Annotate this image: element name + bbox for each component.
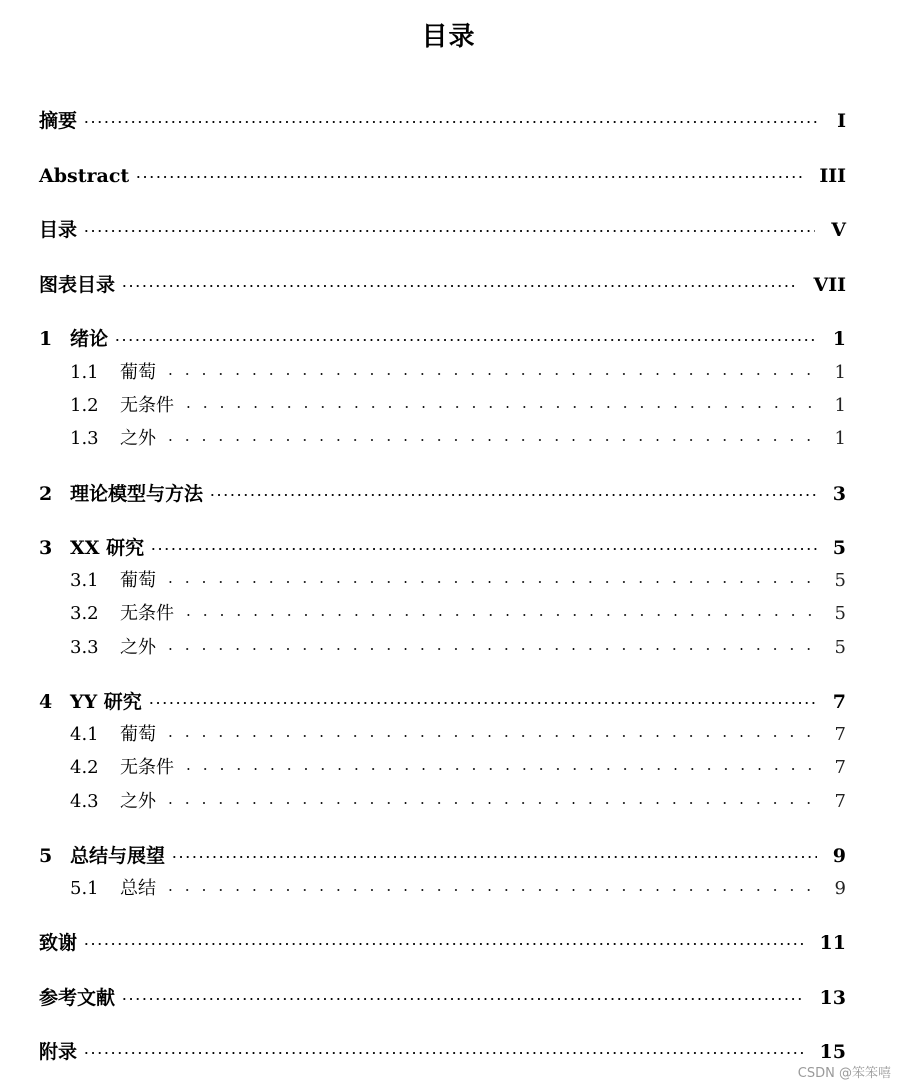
toc-entry-title: 致谢 <box>39 932 78 954</box>
toc-subentry[interactable] <box>0 567 897 595</box>
toc-entry-number: 4.1 <box>70 724 99 745</box>
toc-page-number: 5 <box>834 570 846 591</box>
toc-subentry[interactable] <box>0 721 897 749</box>
toc-leader-dots <box>180 406 819 408</box>
toc-entry-number: 3.1 <box>70 570 99 591</box>
toc-entry-number: 4.2 <box>70 757 99 778</box>
toc-leader-dots <box>83 943 804 945</box>
page-title: 目录 <box>421 22 476 52</box>
toc-leader-dots <box>83 121 821 123</box>
toc-page-number: 7 <box>834 791 846 812</box>
toc-page-number: 1 <box>832 328 846 350</box>
toc-entry[interactable] <box>0 480 897 508</box>
toc-leader-dots <box>162 581 819 583</box>
toc-entry[interactable] <box>0 162 897 190</box>
toc-entry-title: XX 研究 <box>70 537 145 559</box>
toc-leader-dots <box>83 230 815 232</box>
toc-page-number: I <box>837 110 846 132</box>
toc-entry-title: 图表目录 <box>39 274 116 296</box>
toc-subentry[interactable] <box>0 754 897 782</box>
toc-subentry[interactable] <box>0 425 897 453</box>
toc-leader-dots <box>180 614 819 616</box>
toc-leader-dots <box>148 702 817 704</box>
toc-entry-title: 摘要 <box>39 110 78 132</box>
toc-leader-dots <box>162 889 819 891</box>
toc-entry-title: 之外 <box>120 428 156 449</box>
toc-page-number: 5 <box>832 537 846 559</box>
toc-entry[interactable] <box>0 271 897 299</box>
toc-leader-dots <box>150 548 817 550</box>
toc-leader-dots <box>209 494 817 496</box>
toc-entry[interactable] <box>0 984 897 1012</box>
toc-leader-dots <box>121 285 797 287</box>
toc-entry-number: 3.3 <box>70 637 99 658</box>
toc-page-number: 7 <box>834 757 846 778</box>
toc-entry[interactable] <box>0 842 897 870</box>
toc-page-number: III <box>819 165 846 187</box>
toc-leader-dots <box>162 802 819 804</box>
toc-entry[interactable] <box>0 216 897 244</box>
toc-page-number: 3 <box>832 483 846 505</box>
toc-leader-dots <box>162 373 819 375</box>
toc-entry-title: 总结与展望 <box>70 845 166 867</box>
toc-entry-title: 附录 <box>39 1041 78 1063</box>
toc-page-number: VII <box>813 274 846 296</box>
toc-entry-title: 葡萄 <box>120 362 156 383</box>
toc-entry-number: 5.1 <box>70 878 99 899</box>
toc-page-number: 5 <box>834 603 846 624</box>
toc-entry[interactable] <box>0 688 897 716</box>
toc-entry-title: 之外 <box>120 637 156 658</box>
toc-entry-number: 2 <box>39 483 53 505</box>
toc-entry-number: 3.2 <box>70 603 99 624</box>
toc-entry-number: 5 <box>39 845 53 867</box>
toc-leader-dots <box>162 439 819 441</box>
toc-subentry[interactable] <box>0 359 897 387</box>
toc-entry-title: 理论模型与方法 <box>70 483 204 505</box>
toc-entry-title: Abstract <box>39 165 130 187</box>
toc-page-number: 9 <box>832 845 846 867</box>
toc-page-number: 1 <box>834 362 846 383</box>
toc-leader-dots <box>83 1052 804 1054</box>
toc-entry-title: 目录 <box>39 219 78 241</box>
toc-entry[interactable] <box>0 1038 897 1066</box>
toc-entry-title: 无条件 <box>120 603 174 624</box>
toc-entry-number: 1.3 <box>70 428 99 449</box>
toc-page-number: 5 <box>834 637 846 658</box>
toc-subentry[interactable] <box>0 600 897 628</box>
toc-leader-dots <box>121 998 804 1000</box>
toc-leader-dots <box>162 648 819 650</box>
toc-entry-title: YY 研究 <box>70 691 142 713</box>
toc-page-number: 15 <box>819 1041 846 1063</box>
toc-page-number: 1 <box>834 428 846 449</box>
toc-entry-title: 参考文献 <box>39 987 116 1009</box>
toc-entry-number: 3 <box>39 537 53 559</box>
toc-entry-title: 无条件 <box>120 757 174 778</box>
toc-entry[interactable] <box>0 325 897 353</box>
toc-entry[interactable] <box>0 107 897 135</box>
toc-page-number: 7 <box>834 724 846 745</box>
toc-entry-title: 之外 <box>120 791 156 812</box>
toc-subentry[interactable] <box>0 788 897 816</box>
toc-entry-title: 绪论 <box>70 328 109 350</box>
toc-leader-dots <box>135 176 803 178</box>
toc-page-number: V <box>831 219 846 241</box>
toc-leader-dots <box>180 768 819 770</box>
toc-entry-title: 无条件 <box>120 395 174 416</box>
toc-entry-number: 1.1 <box>70 362 99 383</box>
toc-entry-number: 4 <box>39 691 53 713</box>
toc-page-number: 1 <box>834 395 846 416</box>
toc-entry-title: 总结 <box>120 878 156 899</box>
toc-entry[interactable] <box>0 534 897 562</box>
toc-entry-number: 1 <box>39 328 53 350</box>
toc-entry-number: 4.3 <box>70 791 99 812</box>
toc-leader-dots <box>114 339 817 341</box>
toc-leader-dots <box>171 856 817 858</box>
toc-leader-dots <box>162 735 819 737</box>
toc-entry-title: 葡萄 <box>120 724 156 745</box>
toc-page-number: 9 <box>834 878 846 899</box>
toc-entry-title: 葡萄 <box>120 570 156 591</box>
toc-page-number: 11 <box>819 932 846 954</box>
toc-subentry[interactable] <box>0 634 897 662</box>
toc-subentry[interactable] <box>0 392 897 420</box>
watermark: CSDN @笨笨嘻 <box>797 1066 891 1081</box>
toc-entry[interactable] <box>0 929 897 957</box>
toc-page-number: 7 <box>832 691 846 713</box>
toc-subentry[interactable] <box>0 875 897 903</box>
toc-entry-number: 1.2 <box>70 395 99 416</box>
toc-page-number: 13 <box>819 987 846 1009</box>
